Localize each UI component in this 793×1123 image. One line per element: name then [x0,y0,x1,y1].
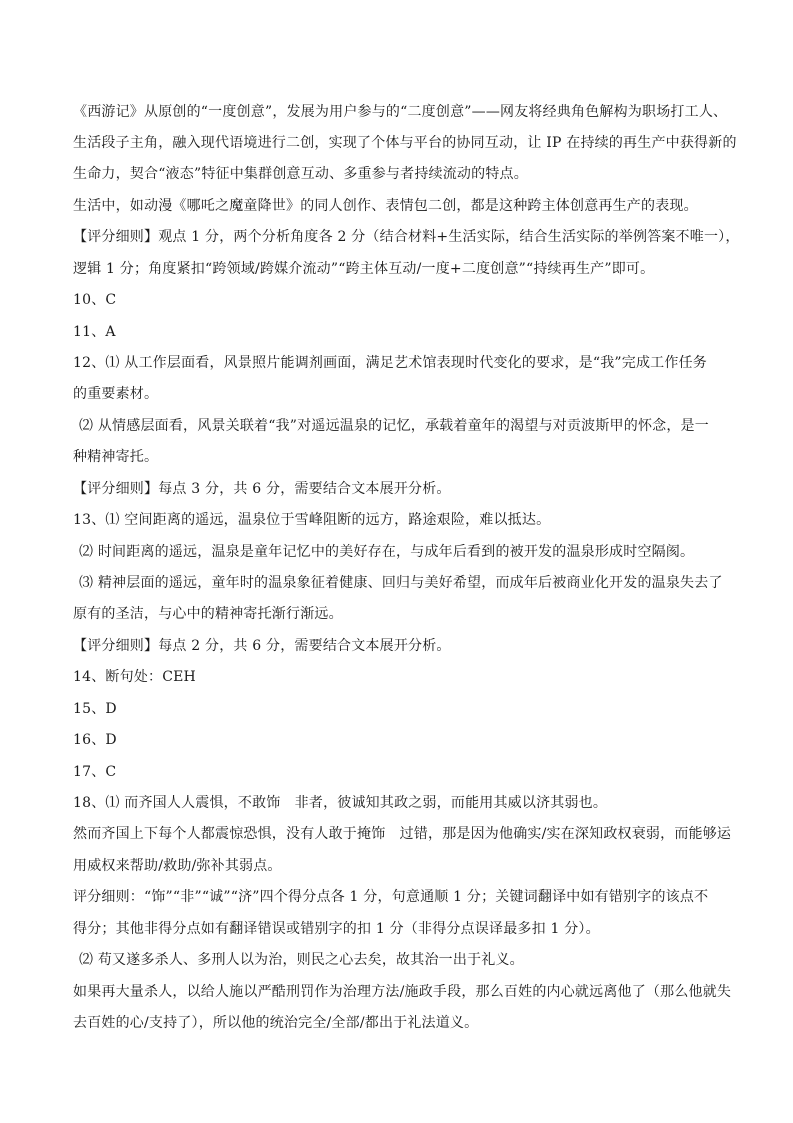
text-line: 生命力，契合“液态”特征中集群创意互动、多重参与者持续流动的特点。 [73,166,528,182]
scoring-rubric: 得分；其他非得分点如有翻译错误或错别字的扣 1 分（非得分点误译最多扣 1 分）。 [73,921,600,937]
answer-item: 17、C [73,764,117,780]
answer-item: 12、⑴ 从工作层面看，风景照片能调剂画面，满足艺术馆表现时代变化的要求，是“我”完成工作任务 [73,355,707,371]
scoring-rubric: 逻辑 1 分；角度紧扣“跨领域/跨媒介流动”“跨主体互动/一度+二度创意”“持续再生产”即可。 [73,261,655,277]
translation-line: 去百姓的心/支持了），所以他的统治完全/全部/都出于礼法道义。 [73,1015,479,1031]
scoring-rubric: 评分细则：“饰”“非”“诚”“济”四个得分点各 1 分，句意通顺 1 分；关键词翻译中如有错别字的该点不 [73,889,709,905]
answer-item: 10、C [73,292,117,308]
translation-line: 然而齐国上下每个人都震惊恐惧，没有人敢于掩饰 过错，那是因为他确实/实在深知政权衰弱，而能够运 [73,826,732,842]
answer-item: 14、断句处：CEH [73,669,196,685]
text-line: 《西游记》从原创的“一度创意”，发展为用户参与的“二度创意”——网友将经典角色解构为职场打工人、 [73,104,728,120]
text-line: 原有的圣洁，与心中的精神寄托渐行渐远。 [73,606,343,622]
text-line: 生活中，如动漫《哪吒之魔童降世》的同人创作、表情包二创，都是这种跨主体创意再生产的表现。 [73,198,698,214]
scoring-rubric: 【评分细则】每点 2 分，共 6 分，需要结合文本展开分析。 [73,638,451,654]
answer-subpoint: ⑶ 精神层面的遥远，童年时的温泉象征着健康、回归与美好希望，而成年后被商业化开发的温泉失去了 [79,575,723,591]
answer-item: 15、D [73,701,117,717]
text-line: 的重要素材。 [73,386,159,402]
answer-subpoint: ⑵ 时间距离的遥远，温泉是童年记忆中的美好存在，与成年后看到的被开发的温泉形成时空隔阂。 [79,544,695,560]
translation-line: 用威权来帮助/救助/弥补其弱点。 [73,858,282,874]
scoring-rubric: 【评分细则】每点 3 分，共 6 分，需要结合文本展开分析。 [73,481,451,497]
translation-line: 如果再大量杀人，以给人施以严酷刑罚作为治理方法/施政手段，那么百姓的内心就远离他了（那么他就失 [73,984,732,1000]
text-line: 种精神寄托。 [73,449,159,465]
answer-subpoint: ⑵ 从情感层面看，风景关联着“我”对遥远温泉的记忆，承载着童年的渴望与对贡波斯甲的怀念，是一 [79,418,709,434]
answer-item: 11、A [73,324,116,340]
scoring-rubric: 【评分细则】观点 1 分，两个分析角度各 2 分（结合材料+生活实际，结合生活实际的举例答案不唯一）， [73,229,740,245]
answer-item: 18、⑴ 而齐国人人震惧，不敢饰 非者，彼诚知其政之弱，而能用其威以济其弱也。 [73,795,608,811]
answer-subpoint: ⑵ 苟又遂多杀人、多刑人以为治，则民之心去矣，故其治一出于礼义。 [79,952,524,968]
text-line: 生活段子主角，融入现代语境进行二创，实现了个体与平台的协同互动，让 IP 在持续的再生产中获得新的 [73,135,737,151]
answer-item: 16、D [73,732,117,748]
answer-item: 13、⑴ 空间距离的遥远，温泉位于雪峰阻断的远方，路途艰险，难以抵达。 [73,512,551,528]
